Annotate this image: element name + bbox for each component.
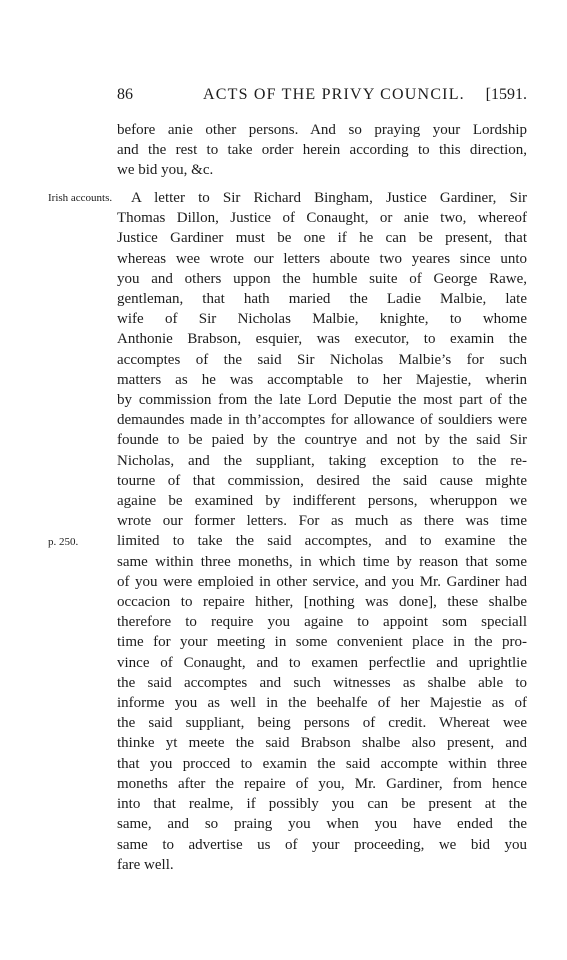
text-line: againe be examined by indifferent persons, wheruppon we	[117, 493, 527, 510]
text-line: A letter to Sir Richard Bingham, Justice Gardiner, Sir	[131, 190, 527, 206]
text-line: limited to take the said accomptes, and to examine the	[117, 533, 527, 550]
text-line: occacion to repaire hither, [nothing was done], these shalbe	[117, 594, 527, 611]
text-line: by commission from the late Lord Deputie the most part of the	[117, 392, 527, 409]
page-header	[117, 86, 527, 106]
text-line: informe you as well in the beehalfe of her Majestie as of	[117, 695, 527, 712]
text-line: whereas wee wrote our letters aboute two yeares since unto	[117, 250, 527, 267]
text-line: fare well.	[117, 856, 174, 873]
text-line: moneths after the repaire of you, Mr. Gardiner, from hence	[117, 775, 527, 792]
text-line: the said accomptes and such witnesses as shalbe able to	[117, 674, 527, 691]
margin-note-page-ref: p. 250.	[48, 536, 79, 548]
text-line: matters as he was accomptable to her Majestie, wherin	[117, 371, 527, 388]
text-line: and the rest to take order herein according to this direction,	[117, 142, 527, 159]
text-line: that you procced to examin the said accompte within three	[117, 755, 527, 772]
text-line: gentleman, that hath maried the Ladie Malbie, late	[117, 291, 527, 308]
text-line: you and others uppon the humble suite of George Rawe,	[117, 270, 527, 287]
letter-paragraph	[117, 188, 527, 875]
text-line: demaundes made in th’accomptes for allowance of souldiers were	[117, 412, 527, 429]
text-line: founde to be paied by the countrye and not by the said Sir	[117, 432, 527, 449]
year-marker: [1591.	[485, 86, 527, 103]
text-line: into that realme, if possibly you can be present at the	[117, 796, 527, 813]
text-line: the said suppliant, being persons of credit. Whereat wee	[117, 715, 527, 732]
text-line: vince of Conaught, and to examen perfectlie and uprightlie	[117, 654, 527, 671]
text-line: we bid you, &c.	[117, 162, 214, 179]
text-line: therefore to require you againe to appoint som speciall	[117, 614, 527, 631]
page-number: 86	[117, 86, 133, 103]
text-line: same to advertise us of your proceeding, we bid you	[117, 836, 527, 853]
text-line: tourne of that commission, desired the said cause mighte	[117, 472, 527, 489]
text-line: wife of Sir Nicholas Malbie, knighte, to whome	[117, 311, 527, 328]
text-line: accomptes of the said Sir Nicholas Malbie’s for such	[117, 351, 527, 368]
text-line: Justice Gardiner must be one if he can be present, that	[117, 230, 527, 247]
text-line: before anie other persons. And so praying your Lordship	[117, 122, 527, 138]
running-title: ACTS OF THE PRIVY COUNCIL.	[203, 86, 465, 103]
text-line: thinke yt meete the said Brabson shalbe also present, and	[117, 735, 527, 752]
text-line: same, and so praing you when you have ended the	[117, 816, 527, 833]
text-line: Thomas Dillon, Justice of Conaught, or anie two, whereof	[117, 210, 527, 227]
text-line: wrote our former letters. For as much as there was time	[117, 513, 527, 530]
text-line: same within three moneths, in which time by reason that some	[117, 553, 527, 570]
text-line: of you were emploied in other service, and you Mr. Gardiner had	[117, 573, 527, 590]
text-line: time for your meeting in some convenient place in the pro-	[117, 634, 527, 651]
text-line: Anthonie Brabson, esquier, was executor, to examin the	[117, 331, 527, 348]
text-line: Nicholas, and the suppliant, taking exception to the re-	[117, 452, 527, 469]
continuation-paragraph	[117, 120, 527, 181]
margin-note-irish-accounts: Irish accounts.	[48, 192, 113, 204]
